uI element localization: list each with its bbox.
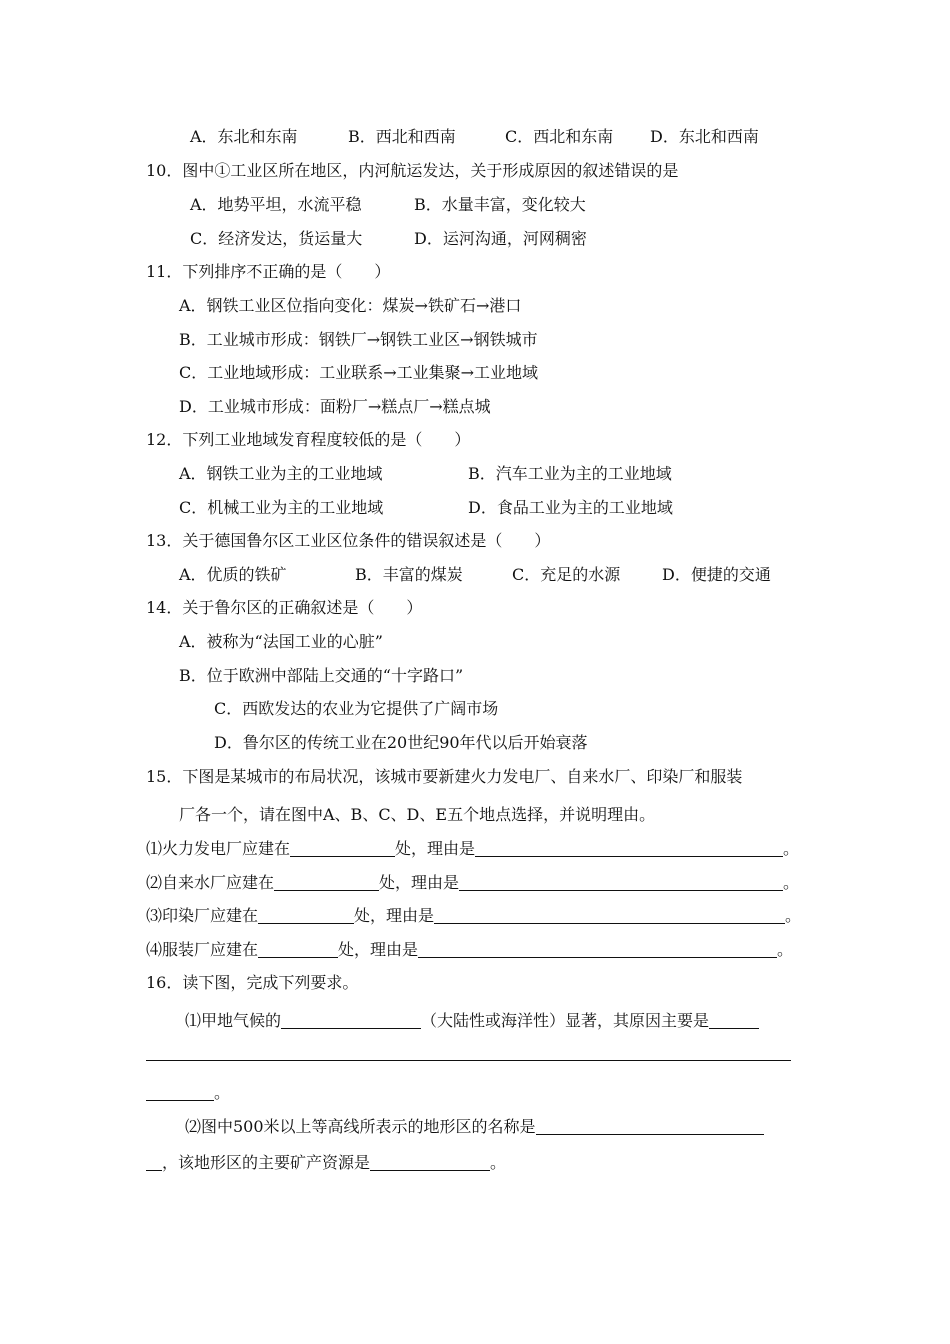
q12-option-b: B．汽车工业为主的工业地域 — [468, 464, 672, 483]
q16-stem: 16．读下图，完成下列要求。 — [146, 973, 359, 992]
q10-option-a: A．地势平坦，水流平稳 — [190, 195, 362, 214]
q15-item-3-mid: 处，理由是 — [354, 906, 435, 925]
q15-item-1-reason-blank[interactable] — [475, 840, 783, 857]
q16-part1 — [185, 1010, 759, 1032]
q16-part2-end: 。 — [490, 1153, 507, 1172]
q11-option-a: A．钢铁工业区位指向变化：煤炭→铁矿石→港口 — [179, 296, 522, 315]
q15-item-2 — [146, 872, 799, 894]
q12-option-d: D．食品工业为主的工业地域 — [468, 498, 673, 517]
q10-option-d: D．运河沟通，河网稠密 — [414, 229, 587, 248]
q15-item-1-end: 。 — [783, 839, 800, 858]
q15-item-4-location-blank[interactable] — [258, 941, 338, 958]
q14-stem: 14．关于鲁尔区的正确叙述是（ ） — [146, 598, 423, 617]
q13-option-b: B．丰富的煤炭 — [355, 565, 463, 584]
q16-part1-mid: （大陆性或海洋性）显著，其原因主要是 — [421, 1011, 710, 1030]
q15-item-4 — [146, 939, 793, 961]
q15-stem-line2: 厂各一个，请在图中A、B、C、D、E五个地点选择，并说明理由。 — [179, 805, 656, 824]
q10-option-b: B．水量丰富，变化较大 — [414, 195, 586, 214]
q15-item-3-location-blank[interactable] — [258, 907, 354, 924]
q9-option-d: D．东北和西南 — [650, 127, 759, 146]
q16-part2-landform-blank-end[interactable] — [146, 1154, 162, 1171]
q15-item-1-prefix: ⑴火力发电厂应建在 — [146, 839, 291, 858]
q13-option-d: D．便捷的交通 — [662, 565, 771, 584]
q13-option-a: A．优质的铁矿 — [179, 565, 287, 584]
q15-item-3-prefix: ⑶印染厂应建在 — [146, 906, 259, 925]
q15-item-4-mid: 处，理由是 — [338, 940, 419, 959]
q16-part2-line2 — [146, 1152, 506, 1174]
q15-item-2-mid: 处，理由是 — [379, 873, 460, 892]
q9-option-c: C．西北和东南 — [505, 127, 614, 146]
q15-item-1-mid: 处，理由是 — [395, 839, 476, 858]
q13-stem: 13．关于德国鲁尔区工业区位条件的错误叙述是（ ） — [146, 531, 551, 550]
q16-part1-end-line — [146, 1082, 230, 1104]
q12-stem: 12．下列工业地域发育程度较低的是（ ） — [146, 430, 471, 449]
q16-part1-climate-blank[interactable] — [281, 1012, 421, 1029]
q15-item-2-reason-blank[interactable] — [459, 874, 783, 891]
q14-option-d: D．鲁尔区的传统工业在20世纪90年代以后开始衰落 — [214, 733, 588, 752]
q15-item-4-reason-blank[interactable] — [418, 941, 777, 958]
q14-option-a: A．被称为“法国工业的心脏” — [179, 632, 383, 651]
q15-item-2-prefix: ⑵自来水厂应建在 — [146, 873, 275, 892]
q11-stem: 11．下列排序不正确的是（ ） — [146, 262, 391, 281]
q15-item-2-end: 。 — [783, 873, 800, 892]
q16-part1-end: 。 — [214, 1083, 231, 1102]
q16-part2-prefix: ⑵图中500米以上等高线所表示的地形区的名称是 — [185, 1117, 536, 1136]
q9-option-b: B．西北和西南 — [348, 127, 456, 146]
q15-item-1 — [146, 838, 799, 860]
q16-part1-reason-blank-start[interactable] — [709, 1012, 759, 1029]
q12-option-a: A．钢铁工业为主的工业地域 — [179, 464, 383, 483]
q16-part1-reason-blank-end[interactable] — [146, 1084, 214, 1101]
q10-stem: 10．图中①工业区所在地区，内河航运发达，关于形成原因的叙述错误的是 — [146, 161, 679, 180]
q12-option-c: C．机械工业为主的工业地域 — [179, 498, 384, 517]
q15-item-3 — [146, 905, 801, 927]
q15-item-4-prefix: ⑷服装厂应建在 — [146, 940, 259, 959]
q16-part2-mid: ，该地形区的主要矿产资源是 — [162, 1153, 371, 1172]
q16-part2 — [185, 1116, 764, 1138]
q16-part1-reason-blank-line[interactable] — [146, 1044, 791, 1061]
q14-option-c: C．西欧发达的农业为它提供了广阔市场 — [214, 699, 499, 718]
q11-option-c: C．工业地域形成：工业联系→工业集聚→工业地域 — [179, 363, 539, 382]
q9-option-a: A．东北和东南 — [190, 127, 298, 146]
q16-part2-mineral-blank[interactable] — [370, 1154, 490, 1171]
q15-item-3-reason-blank[interactable] — [434, 907, 785, 924]
q10-option-c: C．经济发达，货运量大 — [190, 229, 363, 248]
q15-item-1-location-blank[interactable] — [290, 840, 395, 857]
q15-stem-line1: 15．下图是某城市的布局状况，该城市要新建火力发电厂、自来水厂、印染厂和服装 — [146, 767, 743, 786]
q13-option-c: C．充足的水源 — [512, 565, 621, 584]
q11-option-d: D．工业城市形成：面粉厂→糕点厂→糕点城 — [179, 397, 491, 416]
q15-item-3-end: 。 — [785, 906, 802, 925]
q16-part1-prefix: ⑴甲地气候的 — [185, 1011, 282, 1030]
q11-option-b: B．工业城市形成：钢铁厂→钢铁工业区→钢铁城市 — [179, 330, 538, 349]
q14-option-b: B．位于欧洲中部陆上交通的“十字路口” — [179, 666, 464, 685]
q16-part2-landform-blank[interactable] — [536, 1118, 764, 1135]
q15-item-4-end: 。 — [777, 940, 794, 959]
q15-item-2-location-blank[interactable] — [274, 874, 379, 891]
